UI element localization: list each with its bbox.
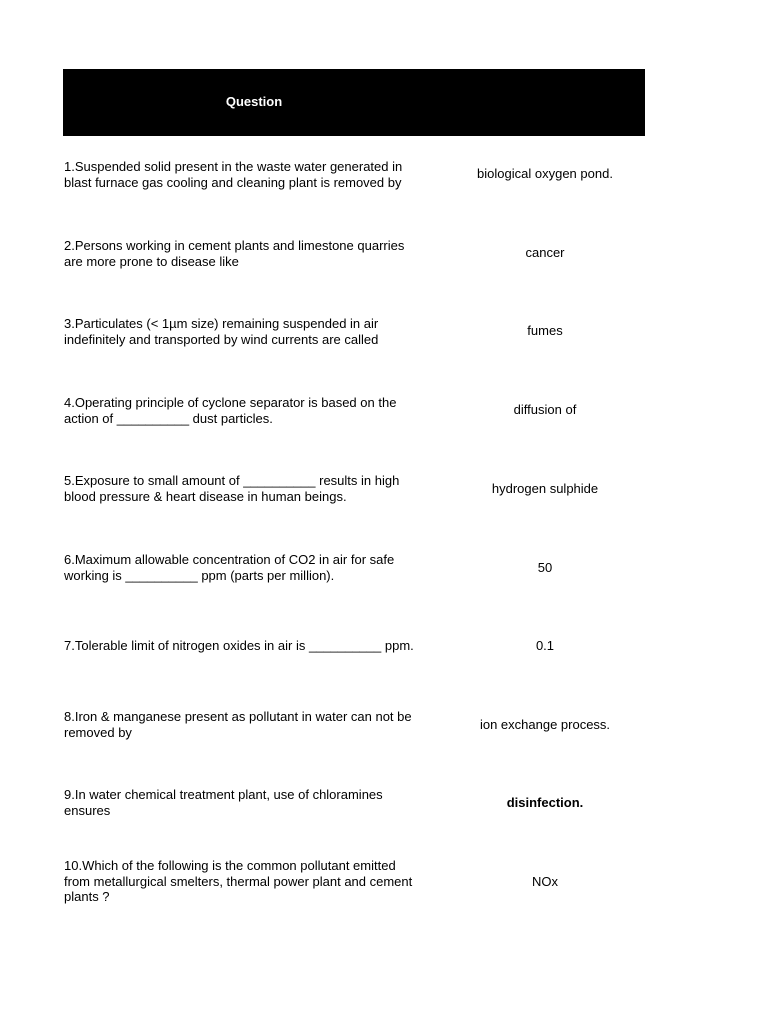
question-row-2 <box>0 238 768 298</box>
answer-text: NOx <box>532 874 558 889</box>
question-row-9 <box>0 787 768 847</box>
answer-text: fumes <box>527 323 563 338</box>
question-text: 1.Suspended solid present in the waste water generated in blast furnace gas cooling and cleaning plant is removed by <box>64 159 403 190</box>
question-column-header: Question <box>225 94 283 109</box>
question-text: 8.Iron & manganese present as pollutant in water can not be removed by <box>64 709 412 740</box>
question-text: 3.Particulates (< 1µm size) remaining suspended in air indefinitely and transported by wind currents are called <box>64 316 379 347</box>
question-row-7 <box>0 638 768 698</box>
question-row-10 <box>0 858 768 918</box>
question-row-1 <box>0 159 768 219</box>
answer-text: hydrogen sulphide <box>491 481 599 496</box>
question-row-3 <box>0 316 768 376</box>
answer-text: biological oxygen pond. <box>477 166 613 181</box>
question-row-8 <box>0 709 768 769</box>
table-header <box>63 69 645 136</box>
question-text: 5.Exposure to small amount of __________ results in high blood pressure & heart disease in human beings. <box>64 473 400 504</box>
answer-text: 0.1 <box>535 638 555 653</box>
question-text: 9.In water chemical treatment plant, use of chloramines ensures <box>64 787 383 818</box>
question-row-6 <box>0 552 768 612</box>
question-text: 10.Which of the following is the common pollutant emitted from metallurgical smelters, thermal power plant and cement plants ? <box>64 858 413 904</box>
question-text: 4.Operating principle of cyclone separator is based on the action of __________ dust particles. <box>64 395 397 426</box>
question-row-5 <box>0 473 768 533</box>
question-row-4 <box>0 395 768 455</box>
question-text: 6.Maximum allowable concentration of CO2 in air for safe working is __________ ppm (parts per million). <box>64 552 395 583</box>
question-text: 2.Persons working in cement plants and limestone quarries are more prone to disease like <box>64 238 405 269</box>
answer-text: diffusion of <box>513 402 577 417</box>
question-text: 7.Tolerable limit of nitrogen oxides in air is __________ ppm. <box>64 638 414 653</box>
answer-text: disinfection. <box>506 795 584 810</box>
answer-text: ion exchange process. <box>479 717 611 732</box>
answer-text: 50 <box>537 560 553 575</box>
answer-text: cancer <box>525 245 565 260</box>
